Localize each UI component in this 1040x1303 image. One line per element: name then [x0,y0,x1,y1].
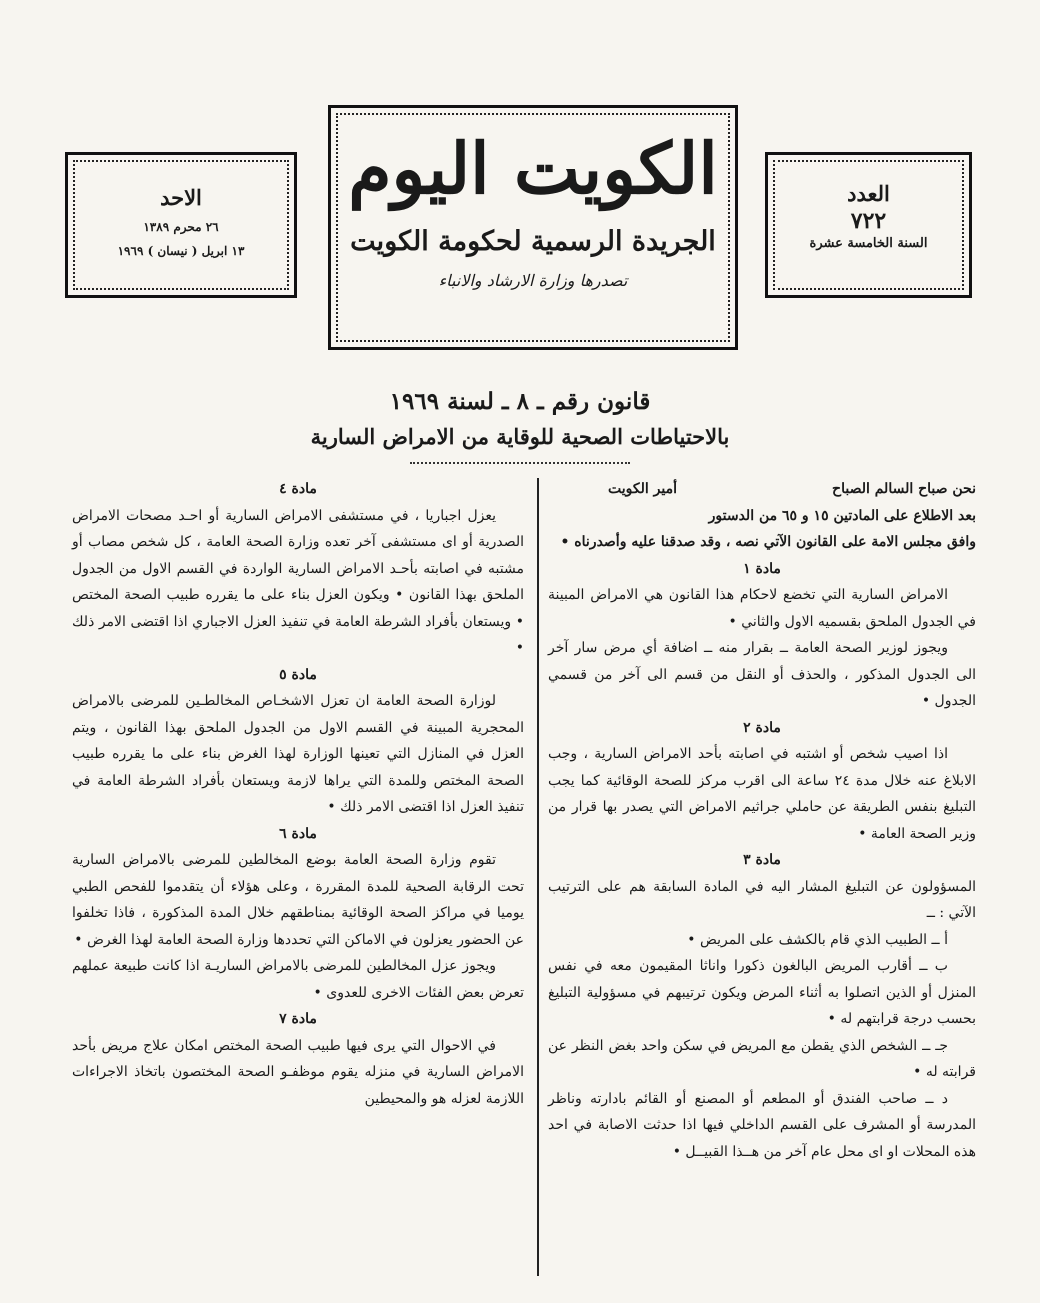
gregorian-date: ١٣ ابريل ( نيسان ) ١٩٦٩ [117,244,245,258]
list-item: ب ــ أقارب المريض البالغون ذكورا واناثا المقيمون معه في نفس المنزل أو الذين اتصلوا به أثناء المرض ويكون ترتيبهم في مسؤولية التبليغ بحسب درجة قرابتهم له • [548,958,976,1027]
title-divider [410,462,630,464]
issue-label: العدد [847,181,890,206]
preamble-line: وافق مجلس الامة على القانون الآتي نصه ، وقد صدقنا عليه وأصدرناه • [560,534,976,550]
article-paragraph: الامراض السارية التي تخضع لاحكام هذا القانون هي الامراض المبينة في الجدول الملحق بقسميه الاول والثاني • [548,587,976,630]
article-heading: مادة ٣ [743,852,781,868]
article-heading: مادة ١ [743,560,781,577]
issue-day: الاحد [160,185,202,210]
hijri-date: ٢٦ محرم ١٣٨٩ [143,220,219,234]
date-box [65,152,297,298]
law-title: قانون رقم ـ ٨ ـ لسنة ١٩٦٩ [389,388,651,415]
preamble-header [548,476,976,503]
law-subtitle: بالاحتياطات الصحية للوقاية من الامراض السارية [310,424,730,449]
article-heading: مادة ٧ [279,1011,317,1027]
masthead-title: الكويت اليوم [348,127,718,210]
issue-year: السنة الخامسة عشرة [809,236,928,251]
left-column [72,476,524,1112]
preamble-line: بعد الاطلاع على المادتين ١٥ و ٦٥ من الدستور [708,507,976,524]
article-heading: مادة ٦ [279,825,317,842]
masthead-publisher: تصدرها وزارة الارشاد والانباء [438,271,628,290]
masthead [328,105,738,350]
issue-number: ٧٢٢ [850,208,887,234]
list-item: د ــ صاحب الفندق أو المطعم أو المصنع أو القائم بادارته وناظر المدرسة أو المشرف على القسم الداخلي فيها اذا حدثت الاصابة في احد هذه المحلات او اى محل عام آخر من هــذا القبيــل • [548,1090,976,1160]
article-heading: مادة ٤ [279,481,317,497]
column-divider [537,478,539,1276]
article-paragraph: يعزل اجباريا ، في مستشفى الامراض السارية أو احـد مصحات الامراض الصدرية أو اى مستشفى آخر تعده وزارة الصحة العامة ، كل شخص مصاب أو مشتبه في اصابته بأحـد الامراض السارية الواردة في القسم الاول من الجدول الملحق بهذا القانون • ويكون العزل بناء على ما يقرره طبيب الصحة المختص • ويستعان بأفراد الشرطة العامة في تنفيذ العزل الاجباري اذا اقتضى الامر ذلك • [72,507,524,656]
article-paragraph: تقوم وزارة الصحة العامة بوضع المخالطين للمرضى بالامراض السارية تحت الرقابة الصحية للمدة المقررة ، وعلى هؤلاء أن يتقدموا للفحص الطبي يوميا في مراكز الصحة الوقائية بمناطقهم خلال المدة المذكورة ، فاذا تخلفوا عن الحضور يعزلون في الاماكن التي تحددها وزارة الصحة العامة لهذا الغرض • [72,852,524,948]
article-paragraph: في الاحوال التي يرى فيها طبيب الصحة المختص امكان علاج مريض بأحد الامراض السارية في منزله يقوم موظفـو الصحة المختصون باتخاذ الاجراءات اللازمة لعزله هو والمحيطين [72,1037,524,1107]
masthead-subtitle: الجريدة الرسمية لحكومة الكويت [350,226,716,257]
article-paragraph: ويجوز عزل المخالطين للمرضى بالامراض الساريـة اذا كانت طبيعة عملهم تعرض بعض الفئات الاخرى للعدوى • [72,958,524,1001]
list-item: أ ــ الطبيب الذي قام بالكشف على المريض • [687,931,948,948]
issue-box [765,152,972,298]
preamble-name: نحن صباح السالم الصباح [832,481,976,497]
list-item: جـ ــ الشخص الذي يقطن مع المريض في سكن واحد بغض النظر عن قرابته له • [548,1037,976,1080]
article-heading: مادة ٥ [279,666,317,683]
article-paragraph: المسؤولون عن التبليغ المشار اليه في المادة السابقة هم على الترتيب الآتي : ــ [548,878,976,921]
article-heading: مادة ٢ [743,719,781,736]
preamble-title: أمير الكويت [608,481,677,497]
article-paragraph: لوزارة الصحة العامة ان تعزل الاشخـاص المخالطـين للمرضى بالامراض المحجرية المبينة في القسم الاول من الجدول الملحق بهذا القانون ، ويتم العزل في المنازل التي تعينها الوزارة لهذا الغرض بناء على ما يقرره طبيب الصحة المختص وللمدة التي يراها لازمة ويستعان بأفراد الشرطة العامة في تنفيذ العزل اذا اقتضى الامر ذلك • [72,693,524,815]
article-paragraph: ويجوز لوزير الصحة العامة ــ بقرار منه ــ اضافة أي مرض سار آخر الى الجدول المذكور ، والحذف أو النقل من قسم الى آخر من قسمي الجدول • [548,640,976,709]
right-column [548,476,976,1165]
article-paragraph: اذا اصيب شخص أو اشتبه في اصابته بأحد الامراض السارية ، وجب الابلاغ عنه خلال مدة ٢٤ ساعة الى اقرب مركز للصحة الوقائية كما يجب التبليغ بنفس الطريقة عن حاملي جراثيم الامراض التي يصدر بها قرار من وزير الصحة العامة • [548,746,976,842]
